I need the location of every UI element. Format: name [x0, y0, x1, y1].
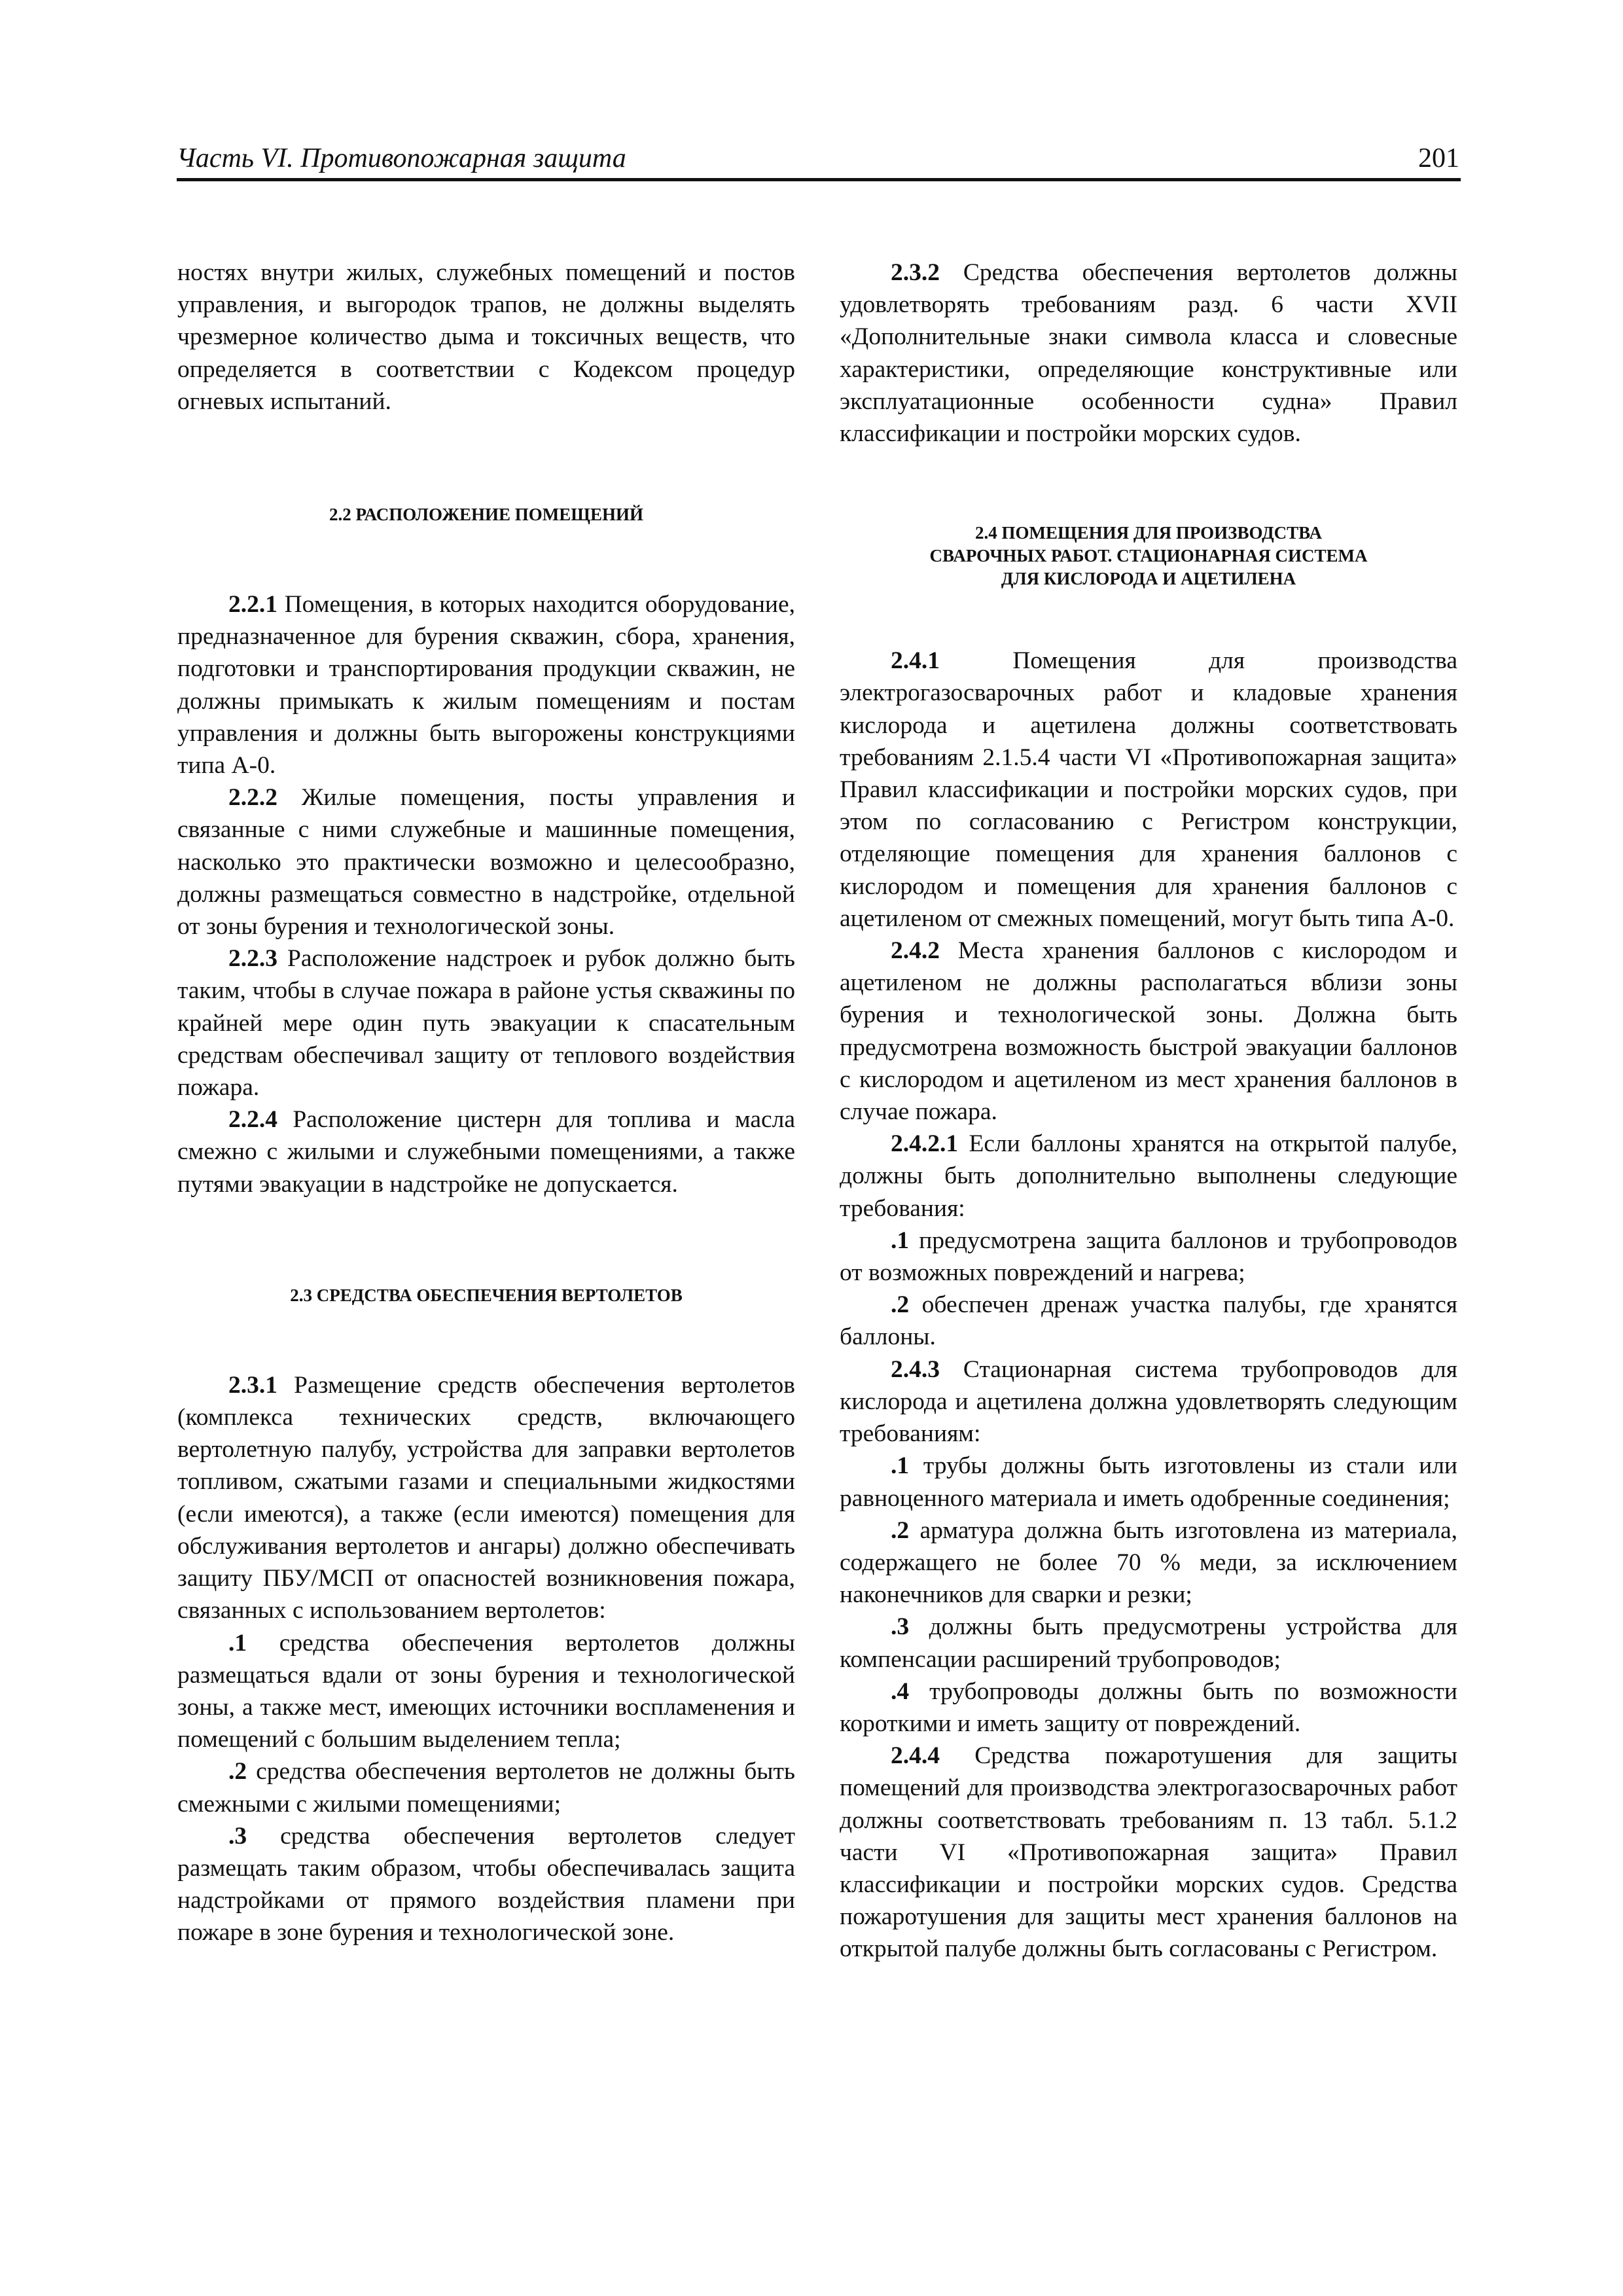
page-number: 201 [1418, 143, 1459, 173]
item-number: .1 [228, 1629, 247, 1657]
list-item-2 [177, 1755, 795, 1820]
page-header [177, 143, 1459, 181]
right-column [840, 257, 1457, 1965]
paragraph-2-4-2-1 [840, 1128, 1457, 1225]
section-heading-2-3: 2.3 СРЕДСТВА ОБЕСПЕЧЕНИЯ ВЕРТОЛЕТОВ [290, 1285, 683, 1305]
clause-text: Расположение цистерн для топлива и масла смежно с жилыми и служебными помещениями, а также путями эвакуации в надстройке не допускается. [177, 1106, 795, 1198]
list-item-2 [840, 1289, 1457, 1353]
list-item-1 [840, 1450, 1457, 1514]
item-text: должны быть предусмотрены устройства для компенсации расширений трубопроводов; [840, 1613, 1457, 1673]
header-rule [177, 178, 1461, 181]
heading-line: 2.4 ПОМЕЩЕНИЯ ДЛЯ ПРОИЗВОДСТВА [975, 523, 1322, 543]
clause-number: 2.2.2 [228, 784, 277, 812]
paragraph-2-2-3 [177, 942, 795, 1103]
paragraph-2-2-2 [177, 781, 795, 942]
paragraph-continuation: ностях внутри жилых, служебных помещений и постов управления, и выгородок трапов, не должны выделять чрезмерное количество дыма и токсичных веществ, что определяется в соответствии с Кодексом процедур огневых испытаний. [177, 259, 795, 415]
clause-text: Стационарная система трубопроводов для кислорода и ацетилена должна удовлетворять следующим требованиям: [840, 1355, 1457, 1448]
item-number: .2 [891, 1291, 910, 1319]
paragraph-2-4-2 [840, 935, 1457, 1128]
clause-number: 2.2.3 [228, 945, 277, 973]
paragraph-2-3-1 [177, 1369, 795, 1627]
item-text: предусмотрена защита баллонов и трубопроводов от возможных повреждений и нагрева; [840, 1227, 1457, 1287]
list-item-1 [177, 1627, 795, 1756]
heading-line: ДЛЯ КИСЛОРОДА И АЦЕТИЛЕНА [1001, 569, 1296, 589]
item-text: обеспечен дренаж участка палубы, где хранятся баллоны. [840, 1291, 1457, 1351]
item-number: .2 [891, 1516, 910, 1544]
clause-number: 2.4.4 [891, 1742, 940, 1770]
paragraph-2-2-4 [177, 1103, 795, 1200]
clause-text: Размещение средств обеспечения вертолетов (комплекса технических средств, включающего вертолетную палубу, устройства для заправки вертолетов топливом, сжатыми газами и специальными жидкостями (если имеются), а также (если имеются) помещения для обслуживания вертолетов и ангары) должно обеспечивать защиту ПБУ/МСП от опасностей возникновения пожара, связанных с использованием вертолетов: [177, 1371, 795, 1624]
running-title: Часть VI. Противопожарная защита [177, 143, 626, 173]
clause-number: 2.3.1 [228, 1371, 277, 1399]
list-item-1 [840, 1225, 1457, 1289]
clause-number: 2.4.2.1 [891, 1130, 959, 1158]
clause-number: 2.4.3 [891, 1355, 940, 1383]
spacer [177, 1307, 795, 1369]
list-item-4 [840, 1676, 1457, 1740]
spacer [177, 1200, 795, 1284]
paragraph-2-4-4 [840, 1740, 1457, 1965]
clause-number: 2.2.1 [228, 591, 277, 619]
clause-number: 2.4.1 [891, 647, 940, 675]
spacer [177, 418, 795, 503]
item-number: .1 [891, 1227, 910, 1254]
clause-text: Помещения, в которых находится оборудование, предназначенное для бурения скважин, сбора, хранения, подготовки и транспортирования продукции скважин, не должны примыкать к жилым помещениям и постам управления и должны быть выгорожены конструкциями типа А-0. [177, 591, 795, 780]
spacer [840, 590, 1457, 645]
item-number: .3 [891, 1613, 910, 1641]
item-text: арматура должна быть изготовлена из материала, содержащего не более 70 % меди, за исключением наконечников для сварки и резки; [840, 1516, 1457, 1609]
section-heading-2-2: 2.2 РАСПОЛОЖЕНИЕ ПОМЕЩЕНИЙ [329, 505, 643, 525]
item-text: средства обеспечения вертолетов не должны быть смежными с жилыми помещениями; [177, 1758, 795, 1818]
item-text: средства обеспечения вертолетов должны размещаться вдали от зоны бурения и технологической зоны, а также мест, имеющих источники воспламенения и помещений с большим выделением тепла; [177, 1629, 795, 1753]
item-number: .3 [228, 1822, 247, 1850]
item-number: .2 [228, 1758, 247, 1785]
clause-number: 2.3.2 [891, 259, 940, 286]
left-column [177, 257, 795, 1949]
spacer [177, 526, 795, 588]
list-item-3 [177, 1820, 795, 1949]
item-text: трубы должны быть изготовлены из стали или равноценного материала и иметь одобренные соединения; [840, 1452, 1457, 1512]
item-text: трубопроводы должны быть по возможности короткими и иметь защиту от повреждений. [840, 1677, 1457, 1737]
item-text: средства обеспечения вертолетов следует размещать таким образом, чтобы обеспечивалась защита надстройками от прямого воздействия пламени при пожаре в зоне бурения и технологической зоне. [177, 1822, 795, 1946]
clause-text: Средства пожаротушения для защиты помещений для производства электрогазосварочных работ должны соответствовать требованиям п. 13 табл. 5.1.2 части VI «Противопожарная защита» Правил классификации и постройки морских судов. Средства пожаротушения для защиты мест хранения баллонов на открытой палубе должны быть согласованы с Регистром. [840, 1742, 1457, 1963]
item-number: .1 [891, 1452, 910, 1480]
clause-text: Места хранения баллонов с кислородом и ацетиленом не должны располагаться вблизи зоны бурения и технологической зоны. Должна быть предусмотрена возможность быстрой эвакуации баллонов с кислородом и ацетиленом из мест хранения баллонов в случае пожара. [840, 937, 1457, 1126]
paragraph-2-3-2 [840, 257, 1457, 450]
list-item-2 [840, 1515, 1457, 1611]
list-item-3 [840, 1611, 1457, 1675]
clause-text: Жилые помещения, посты управления и связанные с ними служебные и машинные помещения, насколько это практически возможно и целесообразно, должны размещаться совместно в надстройке, отдельной от зоны бурения и технологической зоны. [177, 784, 795, 941]
spacer [840, 450, 1457, 522]
clause-text: Средства обеспечения вертолетов должны удовлетворять требованиям разд. 6 части XVII «Дополнительные знаки символа класса и словесные характеристики, определяющие конструктивные или эксплуатационные особенности судна» Правил классификации и постройки морских судов. [840, 259, 1457, 448]
paragraph-2-4-1 [840, 645, 1457, 935]
item-number: .4 [891, 1677, 910, 1705]
paragraph-2-2-1 [177, 588, 795, 781]
heading-line: СВАРОЧНЫХ РАБОТ. СТАЦИОНАРНАЯ СИСТЕМА [929, 546, 1368, 566]
clause-number: 2.4.2 [891, 937, 940, 965]
clause-text: Расположение надстроек и рубок должно быть таким, чтобы в случае пожара в районе устья скважины по крайней мере один путь эвакуации к спасательным средствам обеспечивал защиту от теплового воздействия пожара. [177, 945, 795, 1102]
clause-text: Если баллоны хранятся на открытой палубе, должны быть дополнительно выполнены следующие требования: [840, 1130, 1457, 1222]
paragraph-2-4-3 [840, 1354, 1457, 1450]
clause-number: 2.2.4 [228, 1106, 277, 1134]
section-heading-2-4 [840, 522, 1457, 590]
clause-text: Помещения для производства электрогазосварочных работ и кладовые хранения кислорода и ацетилена должны соответствовать требованиям 2.1.5.4 части VI «Противопожарная защита» Правил классификации и постройки морских судов, при этом по согласованию с Регистром конструкции, отделяющие помещения для хранения баллонов с кислородом и помещения для хранения баллонов с ацетиленом от смежных помещений, могут быть типа А-0. [840, 647, 1457, 932]
